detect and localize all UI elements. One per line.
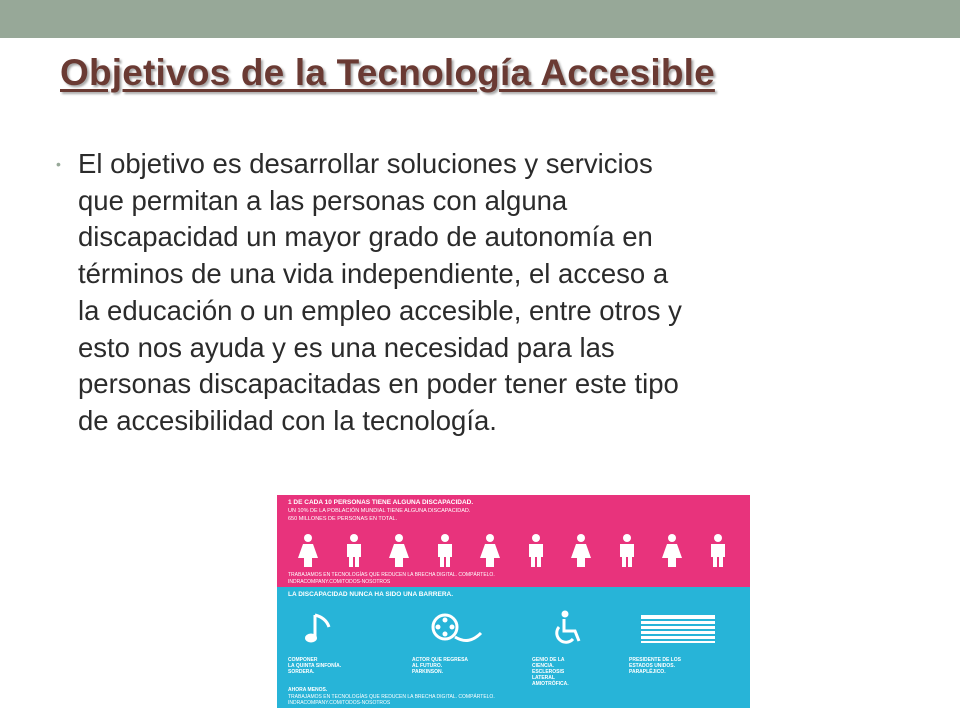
- bullet-line: El objetivo es desarrollar soluciones y servicios: [78, 148, 653, 179]
- man-icon: [339, 533, 369, 567]
- bullet-text: [78, 146, 908, 440]
- bullet-line: la educación o un empleo accesible, entre otros y: [78, 294, 682, 326]
- caption-line: LA QUINTA SINFONÍA.: [288, 663, 342, 669]
- blue-ahora: AHORA MENOS.: [288, 687, 328, 693]
- caption-scientist: [532, 657, 569, 687]
- woman-icon: [657, 533, 687, 567]
- caption-line: GENIO DE LA: [532, 657, 565, 663]
- pink-headline: 1 DE CADA 10 PERSONAS TIENE ALGUNA DISCAPACIDAD.: [288, 499, 474, 506]
- blue-headline: LA DISCAPACIDAD NUNCA HA SIDO UNA BARRERA.: [288, 591, 454, 598]
- bullet-line: que permitan a las personas con alguna: [78, 184, 568, 216]
- woman-icon: [566, 533, 596, 567]
- caption-actor: [412, 657, 468, 675]
- caption-line: ACTOR QUE REGRESA: [412, 657, 469, 663]
- bullet-marker: •: [56, 156, 61, 172]
- pink-line-3: 650 MILLONES DE PERSONAS EN TOTAL.: [288, 516, 398, 522]
- caption-line: PARAPLÉJICO.: [629, 669, 666, 675]
- man-icon: [430, 533, 460, 567]
- caption-line: AMIOTRÓFICA.: [532, 681, 569, 687]
- blue-footer-1: TRABAJAMOS EN TECNOLOGÍAS QUE REDUCEN LA BRECHA DIGITAL. COMPÁRTELO.: [288, 694, 495, 700]
- bullet-line: términos de una vida independiente, el acceso a: [78, 258, 669, 290]
- caption-line: LATERAL: [532, 675, 555, 681]
- pink-line-2: UN 10% DE LA POBLACIÓN MUNDIAL TIENE ALGUNA DISCAPACIDAD.: [288, 508, 471, 514]
- pink-footer-2: INDRACOMPANY.COM/TODOS-NOSOTROS: [288, 579, 391, 585]
- woman-icon: [384, 533, 414, 567]
- caption-beethoven: [288, 657, 341, 675]
- bullet-line: de accesibilidad con la tecnología.: [78, 404, 497, 436]
- people-icons-row: [293, 533, 733, 567]
- bullet-line: personas discapacitadas en poder tener este tipo: [78, 368, 679, 400]
- man-icon: [703, 533, 733, 567]
- film-reel-icon: [425, 609, 485, 649]
- bullet-line: discapacidad un mayor grado de autonomía en: [78, 221, 653, 253]
- caption-line: SORDERA.: [288, 669, 315, 675]
- caption-line: PRESIDENTE DE LOS: [629, 657, 681, 663]
- icons-row: [277, 609, 750, 649]
- caption-line: CIENCIA.: [532, 663, 554, 669]
- blue-footer-2: INDRACOMPANY.COM/TODOS-NOSOTROS: [288, 700, 391, 706]
- woman-icon: [475, 533, 505, 567]
- infographic-pink-panel: [277, 495, 750, 587]
- caption-line: AL FUTURO.: [412, 663, 443, 669]
- bullet-line: esto nos ayuda y es una necesidad para las: [78, 331, 615, 363]
- caption-line: PARKINSON.: [412, 669, 444, 675]
- caption-line: COMPONER: [288, 657, 318, 663]
- caption-line: ESTADOS UNIDOS.: [629, 663, 676, 669]
- infographic-image: [277, 495, 750, 708]
- caption-line: ESCLEROSIS: [532, 669, 565, 675]
- wheelchair-icon: [547, 609, 587, 649]
- slide-title: Objetivos de la Tecnología Accesible: [60, 52, 715, 93]
- music-note-icon: [301, 609, 341, 649]
- caption-president: [629, 657, 681, 675]
- man-icon: [612, 533, 642, 567]
- woman-icon: [293, 533, 323, 567]
- slide-top-bar: [0, 0, 960, 38]
- us-flag-icon: [639, 609, 719, 649]
- man-icon: [521, 533, 551, 567]
- pink-footer-1: TRABAJAMOS EN TECNOLOGÍAS QUE REDUCEN LA BRECHA DIGITAL. COMPÁRTELO.: [288, 572, 495, 578]
- infographic-blue-panel: [277, 587, 750, 708]
